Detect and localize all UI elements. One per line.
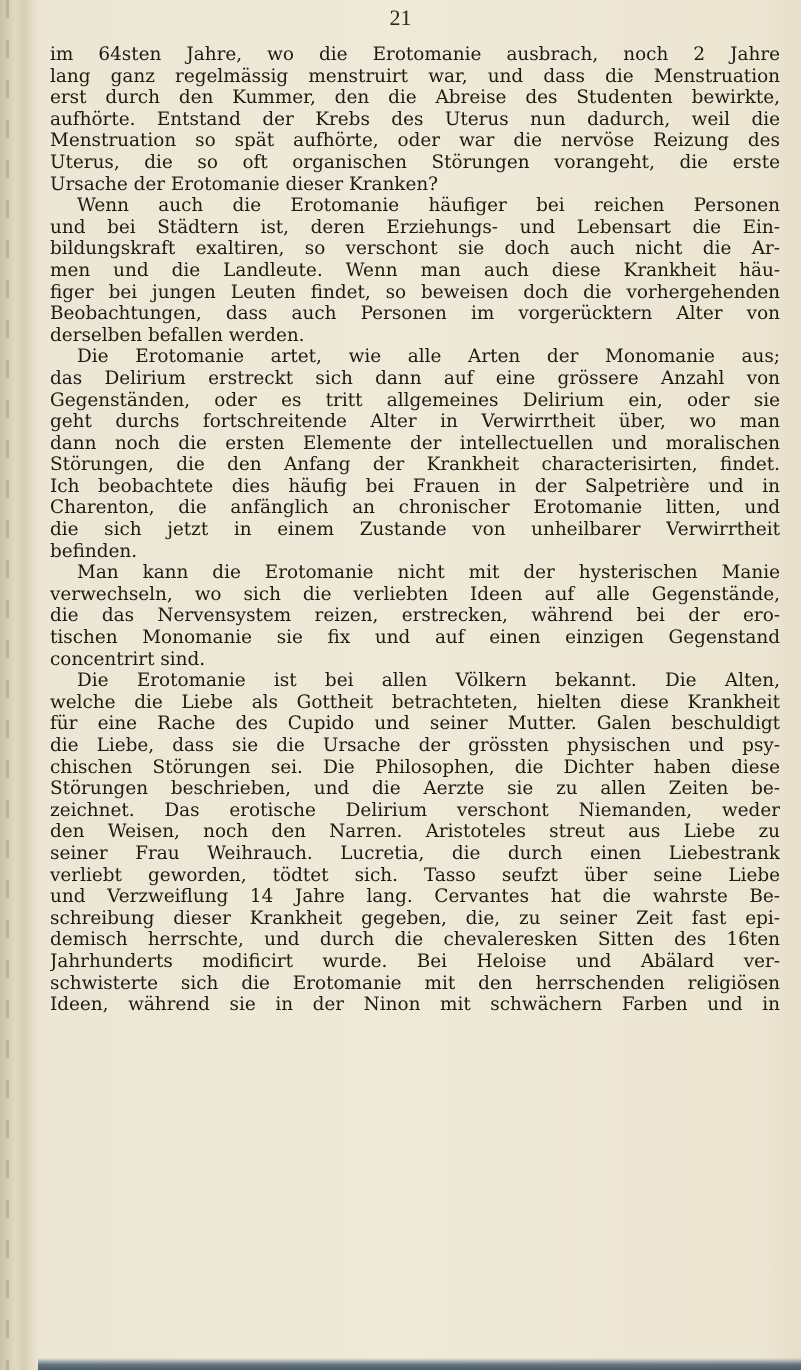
book-binding-edge (0, 0, 38, 1370)
body-text (50, 44, 780, 1016)
text-line: lang ganz regelmässig menstruirt war, und dass die Menstruation (50, 65, 780, 87)
text-line: die Liebe, dass sie die Ursache der grössten physischen und psy- (50, 735, 780, 756)
text-line: bildungskraft exaltiren, so verschont sie doch auch nicht die Ar- (50, 238, 780, 260)
text-line: im 64sten Jahre, wo die Erotomanie ausbrach, noch 2 Jahre (50, 44, 780, 65)
text-line: erst durch den Kummer, den die Abreise des Studenten bewirkte, (50, 87, 780, 109)
text-line: die das Nervensystem reizen, erstrecken, während bei der ero- (50, 605, 780, 627)
text-line: chischen Störungen sei. Die Philosophen, die Dichter haben diese (50, 756, 780, 778)
text-line: zeichnet. Das erotische Delirium verschont Niemanden, weder (50, 799, 780, 821)
text-line: Menstruation so spät aufhörte, oder war die nervöse Reizung des (50, 130, 780, 152)
text-line: Charenton, die anfänglich an chronischer Erotomanie litten, und (50, 497, 780, 519)
text-line: verwechseln, wo sich die verliebten Ideen auf alle Gegenstände, (50, 583, 780, 605)
text-line: Ideen, während sie in der Ninon mit schwächern Farben und in (50, 994, 780, 1016)
text-line: Wenn auch die Erotomanie häufiger bei reichen Personen (77, 195, 780, 217)
text-line: schwisterte sich die Erotomanie mit den herrschenden religiösen (50, 972, 780, 994)
text-line: Beobachtungen, dass auch Personen im vorgerücktern Alter von (50, 303, 780, 325)
text-line: concentrirt sind. (50, 648, 206, 670)
text-line: Störungen, die den Anfang der Krankheit characterisirten, findet. (50, 454, 780, 476)
text-line: Die Erotomanie artet, wie alle Arten der Monomanie aus; (77, 346, 780, 368)
text-line: Jahrhunderts modificirt wurde. Bei Heloise und Abälard ver- (50, 950, 780, 972)
text-line: figer bei jungen Leuten findet, so beweisen doch die vorhergehenden (50, 281, 780, 303)
text-line: das Delirium erstreckt sich dann auf eine grössere Anzahl von (50, 367, 780, 389)
text-line: welche die Liebe als Gottheit betrachteten, hielten diese Krankheit (50, 691, 780, 713)
text-line: und Verzweiflung 14 Jahre lang. Cervantes hat die wahrste Be- (50, 886, 780, 908)
text-line: Ursache der Erotomanie dieser Kranken? (50, 173, 439, 195)
text-line: Ich beobachtete dies häufig bei Frauen in der Salpetrière und in (50, 475, 780, 497)
text-line: demisch herrschte, und durch die chevaleresken Sitten des 16ten (50, 929, 780, 951)
text-line: und bei Städtern ist, deren Erziehungs- und Lebensart die Ein- (50, 216, 780, 238)
text-line: für eine Rache des Cupido und seiner Mutter. Galen beschuldigt (50, 713, 780, 735)
text-line: die sich jetzt in einem Zustande von unheilbarer Verwirrtheit (50, 519, 780, 541)
text-line: befinden. (50, 540, 138, 562)
page-bottom-edge (38, 1358, 801, 1370)
text-line: derselben befallen werden. (50, 324, 305, 346)
text-line: aufhörte. Entstand der Krebs des Uterus nun dadurch, weil die (50, 108, 780, 130)
text-line: tischen Monomanie sie fix und auf einen einzigen Gegenstand (50, 627, 780, 649)
text-line: geht durchs fortschreitende Alter in Verwirrtheit über, wo man (50, 411, 780, 433)
text-line: seiner Frau Weihrauch. Lucretia, die durch einen Liebestrank (50, 842, 780, 864)
text-line: den Weisen, noch den Narren. Aristoteles streut aus Liebe zu (50, 821, 780, 843)
text-line: men und die Landleute. Wenn man auch diese Krankheit häu- (50, 259, 780, 281)
text-line: verliebt geworden, tödtet sich. Tasso seufzt über seine Liebe (50, 864, 780, 886)
text-line: Uterus, die so oft organischen Störungen vorangeht, die erste (50, 151, 780, 173)
text-line: Störungen beschrieben, und die Aerzte sie zu allen Zeiten be- (50, 778, 780, 800)
page-number: 21 (389, 5, 412, 30)
text-line: Die Erotomanie ist bei allen Völkern bekannt. Die Alten, (77, 670, 780, 692)
text-line: Gegenständen, oder es tritt allgemeines Delirium ein, oder sie (50, 389, 780, 411)
text-line: Man kann die Erotomanie nicht mit der hysterischen Manie (77, 562, 780, 584)
text-line: dann noch die ersten Elemente der intellectuellen und moralischen (50, 432, 780, 454)
text-line: schreibung dieser Krankheit gegeben, die, zu seiner Zeit fast epi- (50, 907, 780, 929)
